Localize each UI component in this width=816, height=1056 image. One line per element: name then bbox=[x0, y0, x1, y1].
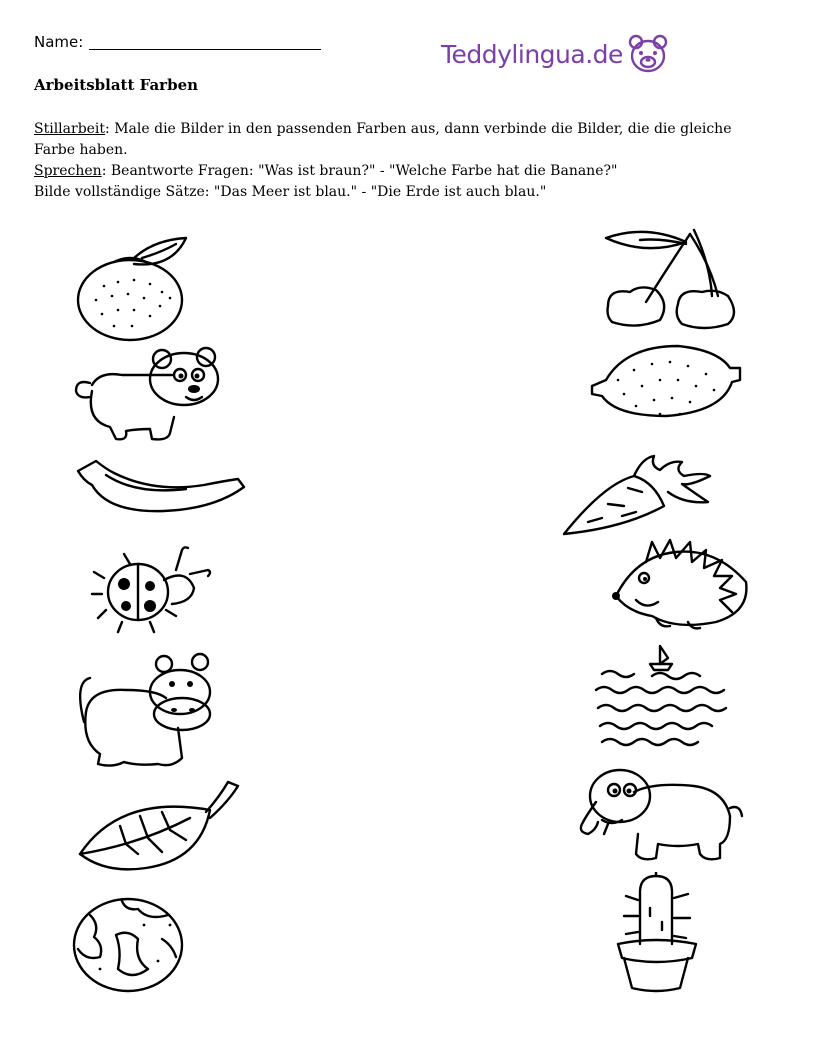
instruction-text-1: : Male die Bilder in den passenden Farben aus, dann verbinde die Bilder, die die gleiche Farbe haben. bbox=[34, 121, 732, 158]
carrot-picture[interactable] bbox=[558, 452, 728, 547]
sea-picture[interactable] bbox=[592, 640, 747, 750]
banana-icon bbox=[72, 455, 247, 515]
instruction-line-1 bbox=[34, 119, 774, 161]
lemon-icon bbox=[588, 340, 743, 430]
orange-picture[interactable] bbox=[74, 236, 194, 344]
instruction-line-2 bbox=[34, 161, 774, 182]
leaf-icon bbox=[76, 776, 246, 876]
name-field bbox=[34, 33, 321, 51]
lemon-picture[interactable] bbox=[588, 340, 743, 430]
name-blank-line[interactable] bbox=[89, 35, 321, 50]
name-label: Name: bbox=[34, 33, 84, 51]
elephant-icon bbox=[574, 762, 749, 867]
hedgehog-picture[interactable] bbox=[606, 538, 761, 633]
instructions bbox=[34, 119, 774, 203]
instruction-line-3: Bilde vollständige Sätze: "Das Meer ist blau." - "Die Erde ist auch blau." bbox=[34, 184, 547, 200]
banana-picture[interactable] bbox=[72, 455, 247, 515]
sea-icon bbox=[592, 640, 747, 750]
cherries-icon bbox=[600, 226, 750, 331]
cactus-icon bbox=[612, 872, 702, 997]
instruction-label-sprechen: Sprechen bbox=[34, 163, 102, 179]
ladybug-picture[interactable] bbox=[90, 538, 220, 638]
hippo-icon bbox=[72, 652, 222, 772]
worksheet-title: Arbeitsblatt Farben bbox=[34, 76, 199, 94]
instruction-label-stillarbeit: Stillarbeit bbox=[34, 121, 106, 137]
hedgehog-icon bbox=[606, 538, 761, 633]
logo-text: Teddylingua.de bbox=[441, 39, 623, 69]
bear-icon bbox=[70, 345, 230, 445]
instruction-text-2: : Beantworte Fragen: "Was ist braun?" - "Welche Farbe hat die Banane?" bbox=[101, 163, 618, 179]
elephant-picture[interactable] bbox=[574, 762, 749, 867]
logo bbox=[441, 32, 669, 76]
leaf-picture[interactable] bbox=[76, 776, 246, 876]
bear-picture[interactable] bbox=[70, 345, 230, 445]
carrot-icon bbox=[558, 452, 728, 547]
teddy-bear-logo-icon bbox=[627, 33, 669, 75]
orange-icon bbox=[74, 236, 194, 344]
earth-picture[interactable] bbox=[70, 895, 190, 995]
cactus-picture[interactable] bbox=[612, 872, 702, 997]
cherries-picture[interactable] bbox=[600, 226, 750, 331]
hippo-picture[interactable] bbox=[72, 652, 222, 772]
ladybug-icon bbox=[90, 538, 220, 638]
earth-icon bbox=[70, 895, 190, 995]
